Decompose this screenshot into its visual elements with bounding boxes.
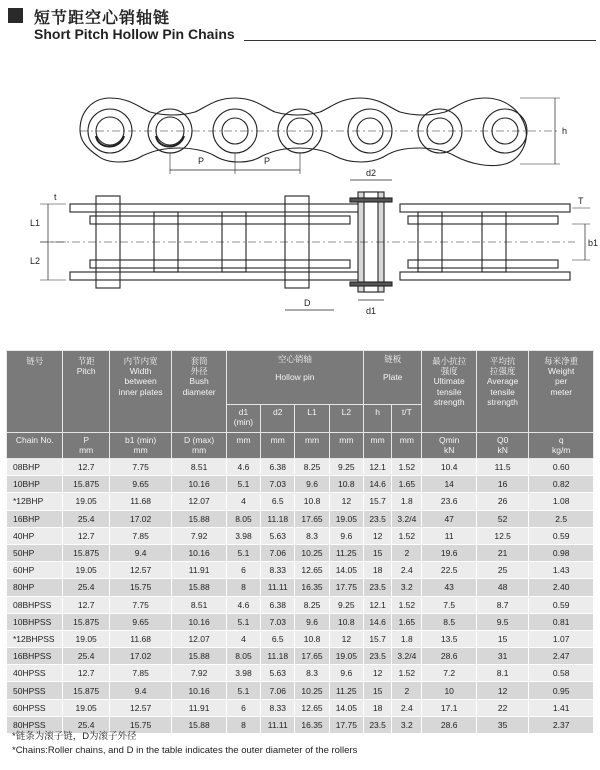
table-cell: 0.95 [529, 682, 594, 699]
col-tensile: 最小抗拉 强度 Ultimate tensile strength [422, 351, 476, 433]
table-cell: 12.1 [363, 459, 391, 476]
table-cell: 7.2 [422, 665, 476, 682]
table-cell: 25.4 [63, 510, 109, 527]
table-cell: 0.59 [529, 596, 594, 613]
dim-label-l2: L2 [30, 256, 41, 266]
table-cell: 2.4 [392, 562, 422, 579]
table-cell: 17.02 [109, 510, 172, 527]
table-cell: 19.05 [63, 699, 109, 716]
table-cell: 7.75 [109, 596, 172, 613]
chain-technical-drawing [0, 52, 600, 348]
chain-no-cell: *12BHPSS [7, 630, 63, 647]
table-cell: 0.59 [529, 527, 594, 544]
table-cell: 15.88 [172, 716, 226, 733]
unit-chain-no: Chain No. [7, 433, 63, 459]
table-cell: 8.3 [295, 527, 329, 544]
table-cell: 2.37 [529, 716, 594, 733]
table-cell: 7.75 [109, 459, 172, 476]
table-cell: 13.5 [422, 630, 476, 647]
table-cell: 7.85 [109, 527, 172, 544]
chain-no-cell: 50HP [7, 544, 63, 561]
dim-label-T: T [578, 196, 584, 206]
table-row [7, 648, 594, 665]
table-cell: 1.52 [392, 459, 422, 476]
unit-d2: mm [261, 433, 295, 459]
col-chain-no: 链号 [7, 351, 63, 433]
dim-label-d2: d2 [366, 168, 377, 178]
table-cell: 11.91 [172, 699, 226, 716]
roller-7 [483, 109, 527, 153]
table-cell: 3.98 [226, 527, 260, 544]
table-cell: 0.82 [529, 476, 594, 493]
table-cell: 23.5 [363, 716, 391, 733]
chain-no-cell: 60HPSS [7, 699, 63, 716]
table-cell: 12.57 [109, 699, 172, 716]
table-cell: 28.6 [422, 648, 476, 665]
table-header [7, 351, 594, 459]
chain-drawing-svg [0, 52, 600, 348]
table-cell: 22.5 [422, 562, 476, 579]
table-cell: 15.88 [172, 579, 226, 596]
table-row [7, 544, 594, 561]
table-cell: 18 [363, 699, 391, 716]
table-cell: 12 [329, 630, 363, 647]
table-cell: 7.03 [261, 613, 295, 630]
col-inner-width: 内节内宽 Width between inner plates [109, 351, 172, 433]
table-cell: 1.07 [529, 630, 594, 647]
table-cell: 11 [422, 527, 476, 544]
table-cell: 9.6 [295, 613, 329, 630]
table-cell: 12 [329, 493, 363, 510]
table-cell: 14 [422, 476, 476, 493]
table-cell: 6 [226, 562, 260, 579]
chain-no-cell: 10BHPSS [7, 613, 63, 630]
table-cell: 52 [476, 510, 528, 527]
page-title-en: Short Pitch Hollow Pin Chains [34, 26, 235, 42]
table-cell: 10.8 [329, 476, 363, 493]
chain-no-cell: 60HP [7, 562, 63, 579]
table-cell: 11.5 [476, 459, 528, 476]
table-cell: 9.6 [329, 665, 363, 682]
table-cell: 8.3 [295, 665, 329, 682]
table-cell: 19.6 [422, 544, 476, 561]
table-cell: 12.7 [63, 665, 109, 682]
table-row [7, 459, 594, 476]
table-cell: 4.6 [226, 459, 260, 476]
table-cell: 8.33 [261, 562, 295, 579]
table-cell: 3.2/4 [392, 510, 422, 527]
table-row [7, 493, 594, 510]
table-cell: 8.25 [295, 459, 329, 476]
col-d2: d2 [261, 405, 295, 433]
table-cell: 23.5 [363, 648, 391, 665]
chain-no-cell: 40HP [7, 527, 63, 544]
table-cell: 15.7 [363, 630, 391, 647]
table-cell: 2.40 [529, 579, 594, 596]
col-avg-tensile: 平均抗 拉强度 Average tensile strength [476, 351, 528, 433]
table-cell: 7.06 [261, 544, 295, 561]
table-cell: 10 [422, 682, 476, 699]
table-cell: 19.05 [63, 630, 109, 647]
table-cell: 7.5 [422, 596, 476, 613]
table-cell: 19.05 [63, 493, 109, 510]
inner-plate-top [90, 216, 350, 224]
table-cell: 7.06 [261, 682, 295, 699]
dim-label-t: t [54, 192, 57, 202]
table-cell: 8.1 [476, 665, 528, 682]
table-cell: 5.1 [226, 682, 260, 699]
table-cell: 11.25 [329, 682, 363, 699]
table-cell: 16.35 [295, 716, 329, 733]
table-cell: 9.65 [109, 476, 172, 493]
outer-plate-top-right [400, 204, 570, 212]
inner-plate-top-right [408, 216, 558, 224]
table-row [7, 596, 594, 613]
table-cell: 2 [392, 544, 422, 561]
table-cell: 11.18 [261, 510, 295, 527]
chain-no-cell: 08BHPSS [7, 596, 63, 613]
table-cell: 5.1 [226, 613, 260, 630]
chain-side-view [80, 98, 560, 174]
col-bush: 套筒 外径 Bush diameter [172, 351, 226, 433]
table-cell: 15.88 [172, 510, 226, 527]
table-cell: 1.8 [392, 493, 422, 510]
table-cell: 6.38 [261, 459, 295, 476]
outer-plate-bottom [70, 272, 360, 280]
unit-h: mm [363, 433, 391, 459]
table-cell: 9.25 [329, 459, 363, 476]
table-cell: 48 [476, 579, 528, 596]
table-cell: 8 [226, 579, 260, 596]
table-cell: 7.92 [172, 665, 226, 682]
table-cell: 9.4 [109, 544, 172, 561]
chain-no-cell: *12BHP [7, 493, 63, 510]
dim-label-h: h [562, 126, 568, 136]
table-cell: 15 [363, 682, 391, 699]
table-cell: 10.16 [172, 613, 226, 630]
table-cell: 15.7 [363, 493, 391, 510]
table-cell: 12.7 [63, 459, 109, 476]
table-cell: 19.05 [63, 562, 109, 579]
table-row [7, 527, 594, 544]
table-cell: 3.2 [392, 716, 422, 733]
table-cell: 6 [226, 699, 260, 716]
table-cell: 10.8 [295, 493, 329, 510]
table-cell: 11.11 [261, 716, 295, 733]
chain-no-cell: 16BHP [7, 510, 63, 527]
chain-no-cell: 10BHP [7, 476, 63, 493]
table-cell: 10.25 [295, 544, 329, 561]
table-cell: 10.16 [172, 682, 226, 699]
table-cell: 9.4 [109, 682, 172, 699]
chain-no-cell: 50HPSS [7, 682, 63, 699]
footnotes [12, 730, 357, 758]
table-cell: 12.07 [172, 493, 226, 510]
table-cell: 5.1 [226, 544, 260, 561]
dim-label-l1: L1 [30, 218, 41, 228]
table-cell: 19.05 [329, 510, 363, 527]
header-rule [244, 40, 596, 41]
table-cell: 8.25 [295, 596, 329, 613]
col-t: t/T [392, 405, 422, 433]
unit-l1: mm [295, 433, 329, 459]
table-cell: 25 [476, 562, 528, 579]
col-weight: 每米净重 Weight per meter [529, 351, 594, 433]
table-cell: 23.6 [422, 493, 476, 510]
outer-plate-bottom-right [400, 272, 570, 280]
chain-no-cell: 80HPSS [7, 716, 63, 733]
table-cell: 11.18 [261, 648, 295, 665]
table-cell: 11.25 [329, 544, 363, 561]
col-pitch: 节距 Pitch [63, 351, 109, 433]
table-cell: 1.65 [392, 613, 422, 630]
table-cell: 31 [476, 648, 528, 665]
col-hollow-pin: 空心销轴 Hollow pin [226, 351, 363, 405]
table-cell: 1.43 [529, 562, 594, 579]
table-cell: 10.25 [295, 682, 329, 699]
table-cell: 12 [476, 682, 528, 699]
table-cell: 15.75 [109, 579, 172, 596]
table-cell: 6.38 [261, 596, 295, 613]
table-cell: 28.6 [422, 716, 476, 733]
unit-tensile: Qmin kN [422, 433, 476, 459]
table-cell: 43 [422, 579, 476, 596]
table-cell: 9.6 [329, 527, 363, 544]
table-cell: 14.6 [363, 476, 391, 493]
table-cell: 11.91 [172, 562, 226, 579]
dim-label-d1: d1 [366, 306, 377, 316]
table-cell: 16 [476, 476, 528, 493]
chain-spec-table [6, 350, 594, 734]
table-cell: 0.81 [529, 613, 594, 630]
table-cell: 22 [476, 699, 528, 716]
table-cell: 9.6 [295, 476, 329, 493]
dim-label-D: D [304, 298, 311, 308]
table-cell: 6.5 [261, 493, 295, 510]
unit-t: mm [392, 433, 422, 459]
page-header [4, 2, 596, 50]
table-cell: 2.47 [529, 648, 594, 665]
table-cell: 0.60 [529, 459, 594, 476]
table-cell: 10.8 [329, 613, 363, 630]
table-cell: 12.7 [63, 596, 109, 613]
unit-pitch: P mm [63, 433, 109, 459]
table-cell: 9.65 [109, 613, 172, 630]
table-cell: 12.07 [172, 630, 226, 647]
table-cell: 14.6 [363, 613, 391, 630]
inner-plate-bottom-right [408, 260, 558, 268]
table-cell: 15 [476, 630, 528, 647]
table-cell: 25.4 [63, 648, 109, 665]
table-cell: 8.5 [422, 613, 476, 630]
table-cell: 8.51 [172, 459, 226, 476]
chain-no-cell: 08BHP [7, 459, 63, 476]
table-cell: 6.5 [261, 630, 295, 647]
table-cell: 15.875 [63, 544, 109, 561]
page-title-cn: 短节距空心销轴链 [34, 10, 171, 27]
table-cell: 11.68 [109, 493, 172, 510]
chain-no-cell: 80HP [7, 579, 63, 596]
table-cell: 1.8 [392, 630, 422, 647]
table-cell: 11.68 [109, 630, 172, 647]
table-row [7, 562, 594, 579]
footnote-cn: *链条为滚子链，D为滚子外径 [12, 731, 137, 742]
table-row [7, 476, 594, 493]
col-l2: L2 [329, 405, 363, 433]
table-row [7, 682, 594, 699]
table-cell: 16.35 [295, 579, 329, 596]
table-cell: 8.51 [172, 596, 226, 613]
table-cell: 17.75 [329, 716, 363, 733]
unit-weight: q kg/m [529, 433, 594, 459]
table-cell: 1.08 [529, 493, 594, 510]
table-row [7, 510, 594, 527]
table-cell: 14.05 [329, 562, 363, 579]
table-cell: 8.05 [226, 510, 260, 527]
table-cell: 1.52 [392, 665, 422, 682]
table-cell: 4 [226, 493, 260, 510]
table-cell: 25.4 [63, 579, 109, 596]
table-cell: 7.85 [109, 665, 172, 682]
table-cell: 5.63 [261, 665, 295, 682]
table-cell: 12.65 [295, 562, 329, 579]
table-cell: 17.02 [109, 648, 172, 665]
table-cell: 9.25 [329, 596, 363, 613]
table-row [7, 630, 594, 647]
table-cell: 15.875 [63, 613, 109, 630]
table-cell: 12.57 [109, 562, 172, 579]
table-cell: 1.65 [392, 476, 422, 493]
table-cell: 23.5 [363, 510, 391, 527]
table-cell: 8.7 [476, 596, 528, 613]
table-cell: 12 [363, 527, 391, 544]
col-l1: L1 [295, 405, 329, 433]
table-cell: 17.1 [422, 699, 476, 716]
table-cell: 1.52 [392, 596, 422, 613]
table-cell: 8.05 [226, 648, 260, 665]
table-cell: 3.2 [392, 579, 422, 596]
table-cell: 15.875 [63, 476, 109, 493]
outer-plate-top [70, 204, 360, 212]
table-cell: 11.11 [261, 579, 295, 596]
table-cell: 2 [392, 682, 422, 699]
unit-bush: D (max) mm [172, 433, 226, 459]
table-cell: 10.4 [422, 459, 476, 476]
table-cell: 2.5 [529, 510, 594, 527]
col-plate: 链板 Plate [363, 351, 421, 405]
table-cell: 14.05 [329, 699, 363, 716]
table-cell: 1.52 [392, 527, 422, 544]
unit-avg-tensile: Q0 kN [476, 433, 528, 459]
table-cell: 8.33 [261, 699, 295, 716]
table-row [7, 699, 594, 716]
table-cell: 17.75 [329, 579, 363, 596]
table-cell: 7.03 [261, 476, 295, 493]
table-cell: 12.65 [295, 699, 329, 716]
table-cell: 10.16 [172, 544, 226, 561]
table-cell: 10.8 [295, 630, 329, 647]
unit-l2: mm [329, 433, 363, 459]
table-cell: 15 [363, 544, 391, 561]
table-cell: 3.2/4 [392, 648, 422, 665]
col-d1: d1 (min) [226, 405, 260, 433]
inner-plate-bottom [90, 260, 350, 268]
table-cell: 8 [226, 716, 260, 733]
table-cell: 17.65 [295, 648, 329, 665]
table-cell: 5.63 [261, 527, 295, 544]
table-cell: 10.16 [172, 476, 226, 493]
table-cell: 3.98 [226, 665, 260, 682]
table-row [7, 613, 594, 630]
link-outline [80, 98, 526, 166]
table-cell: 15.75 [109, 716, 172, 733]
table-cell: 5.1 [226, 476, 260, 493]
table-cell: 23.5 [363, 579, 391, 596]
table-cell: 21 [476, 544, 528, 561]
table-cell: 0.58 [529, 665, 594, 682]
table-cell: 25.4 [63, 716, 109, 733]
table-cell: 12.1 [363, 596, 391, 613]
chain-plan-view [40, 180, 590, 310]
table-row [7, 665, 594, 682]
table-cell: 35 [476, 716, 528, 733]
title-bullet-icon [8, 8, 23, 23]
dim-label-p2: P [264, 156, 271, 166]
table-cell: 4.6 [226, 596, 260, 613]
table-cell: 0.98 [529, 544, 594, 561]
table-cell: 47 [422, 510, 476, 527]
table-cell: 12 [363, 665, 391, 682]
chain-no-cell: 16BHPSS [7, 648, 63, 665]
dim-label-b1: b1 [588, 238, 599, 248]
dim-label-p1: P [198, 156, 205, 166]
table-cell: 4 [226, 630, 260, 647]
footnote-en: *Chains:Roller chains, and D in the table indicates the outer diameter of the rollers [12, 745, 358, 756]
table-body [7, 459, 594, 734]
chain-no-cell: 40HPSS [7, 665, 63, 682]
table-cell: 26 [476, 493, 528, 510]
table-cell: 7.92 [172, 527, 226, 544]
table-row [7, 579, 594, 596]
table-cell: 9.5 [476, 613, 528, 630]
unit-inner-width: b1 (min) mm [109, 433, 172, 459]
col-h: h [363, 405, 391, 433]
table-cell: 2.4 [392, 699, 422, 716]
table-cell: 12.7 [63, 527, 109, 544]
table-cell: 12.5 [476, 527, 528, 544]
table-cell: 18 [363, 562, 391, 579]
table-cell: 1.41 [529, 699, 594, 716]
table-cell: 17.65 [295, 510, 329, 527]
table-cell: 19.05 [329, 648, 363, 665]
table-cell: 15.88 [172, 648, 226, 665]
unit-d1: mm [226, 433, 260, 459]
table-cell: 15.875 [63, 682, 109, 699]
